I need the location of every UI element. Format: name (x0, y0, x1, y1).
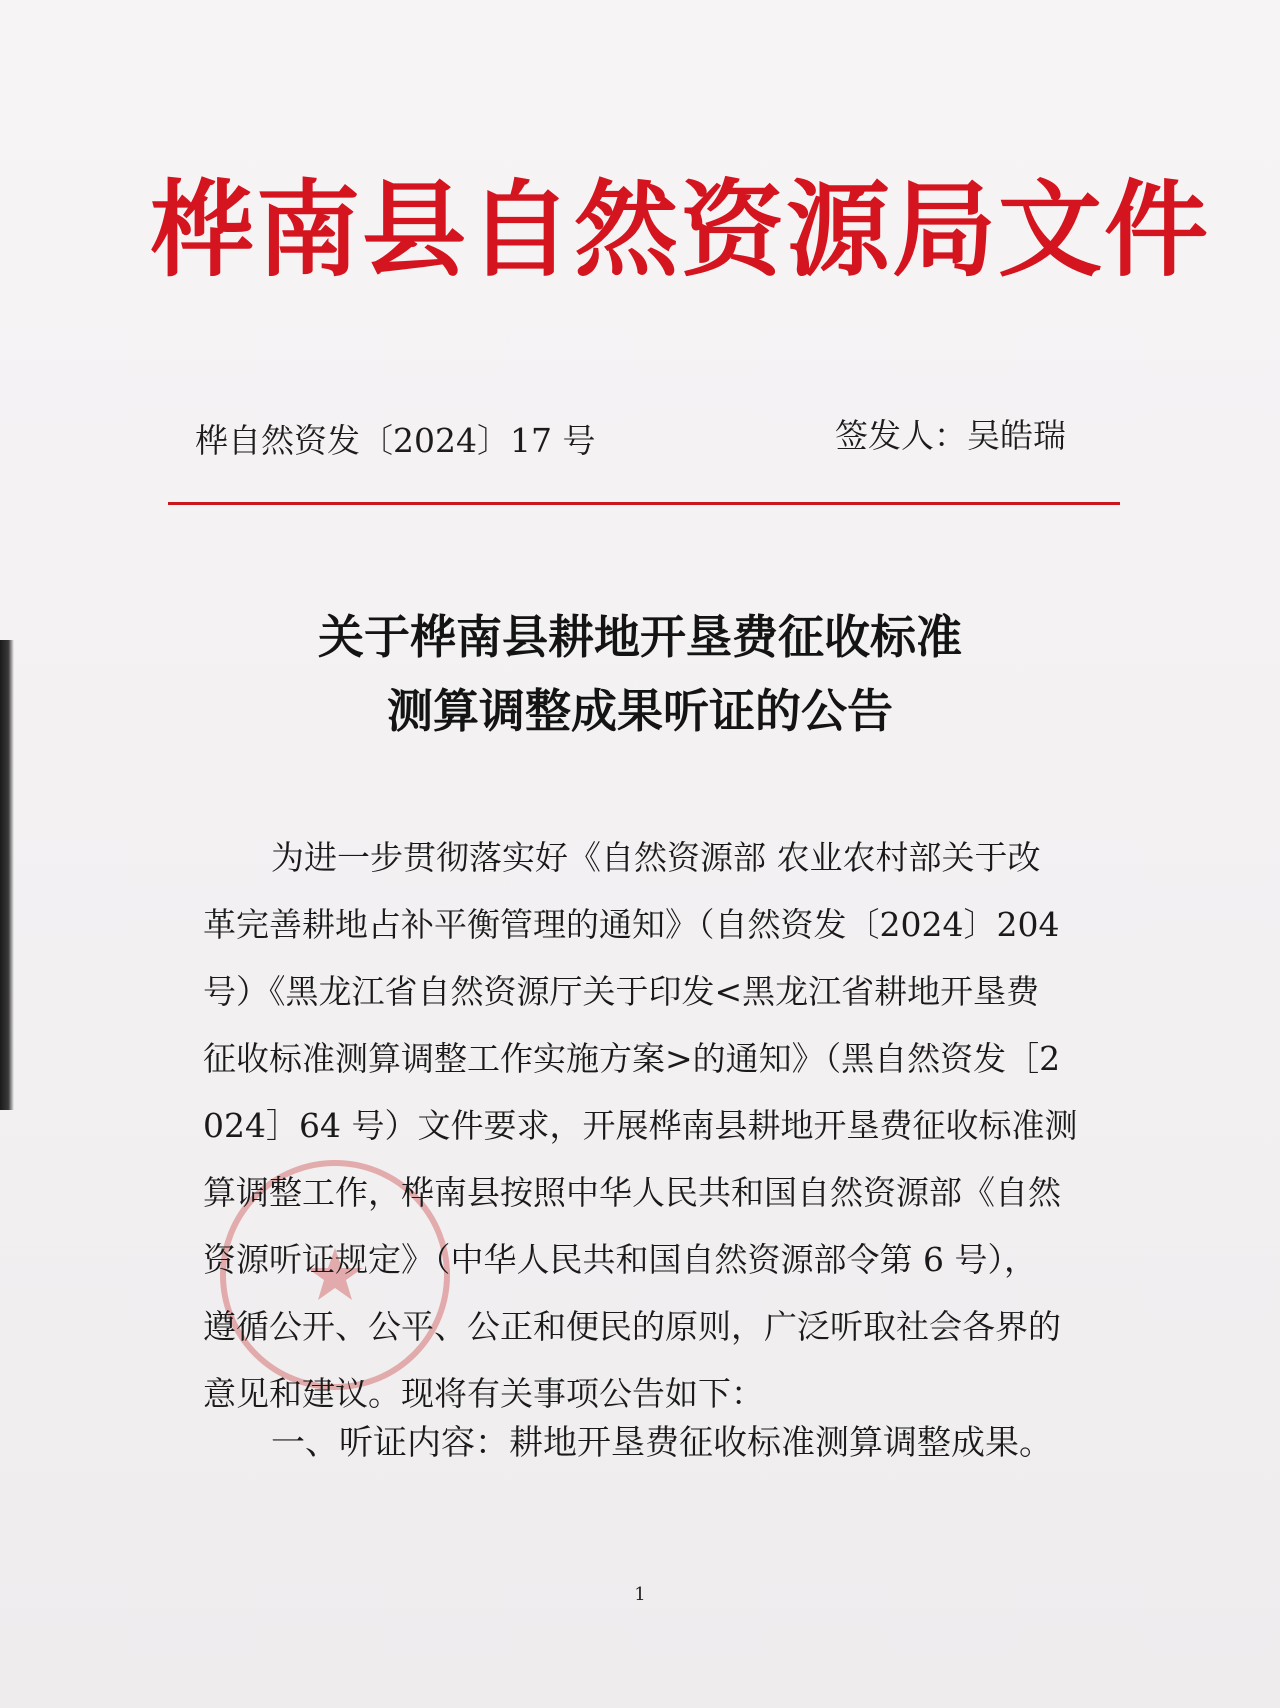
body-line: 号）《黑龙江省自然资源厅关于印发<黑龙江省耕地开垦费 (203, 972, 1040, 1011)
section-one-heading: 一、听证内容：耕地开垦费征收标准测算调整成果。 (271, 1423, 1053, 1463)
body-line: 为进一步贯彻落实好《自然资源部 农业农村部关于改 (271, 838, 1041, 877)
notice-title-line-1: 关于桦南县耕地开垦费征收标准 (318, 610, 962, 664)
notice-title-line-2: 测算调整成果听证的公告 (387, 684, 893, 738)
body-line: 征收标准测算调整工作实施方案>的通知》（黑自然资发［2 (203, 1039, 1061, 1078)
signer: 签发人：吴皓瑞 (835, 416, 1066, 455)
body-line: 024］64 号）文件要求，开展桦南县耕地开垦费征收标准测 (203, 1106, 1078, 1145)
body-line: 遵循公开、公平、公正和便民的原则，广泛听取社会各界的 (203, 1307, 1061, 1346)
red-divider-line (168, 502, 1120, 505)
body-line: 意见和建议。现将有关事项公告如下： (203, 1374, 764, 1413)
notice-title (0, 600, 1280, 748)
document-number: 桦自然资发〔2024〕17 号 (195, 421, 596, 460)
page-number: 1 (634, 1584, 646, 1605)
body-line: 算调整工作，桦南县按照中华人民共和国自然资源部《自然 (203, 1173, 1061, 1212)
body-line: 资源听证规定》（中华人民共和国自然资源部令第 6 号）， (203, 1240, 1037, 1279)
body-line: 革完善耕地占补平衡管理的通知》（自然资发〔2024〕204 (203, 905, 1060, 944)
letterhead-title: 桦南县自然资源局文件 (150, 168, 1211, 291)
body-paragraph (203, 824, 1093, 1427)
